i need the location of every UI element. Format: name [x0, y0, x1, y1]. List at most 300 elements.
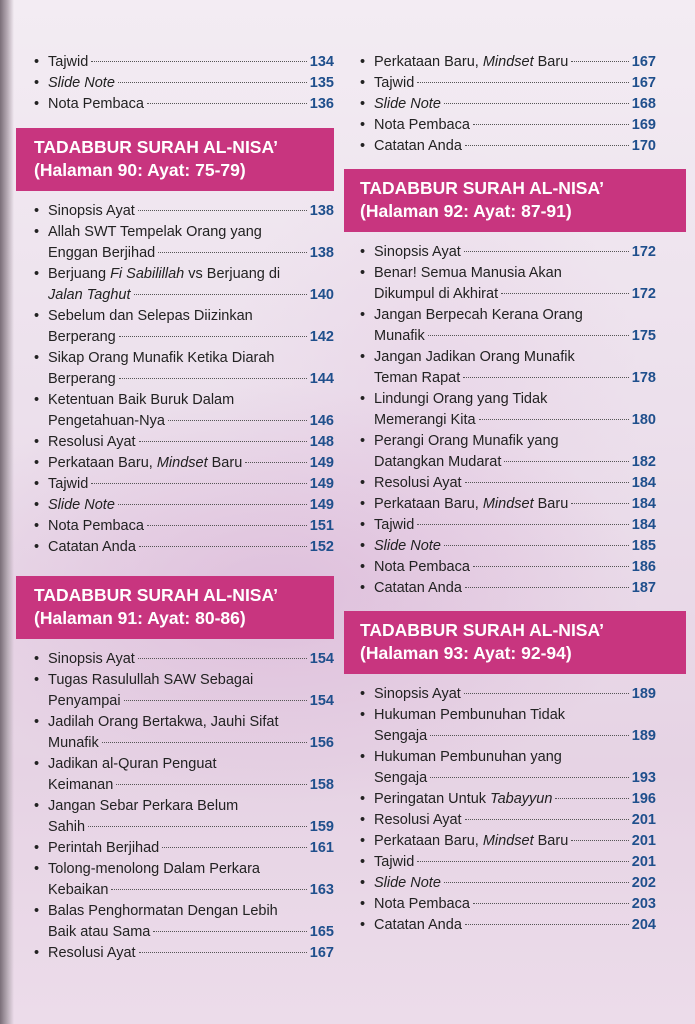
entry-title: [374, 915, 462, 936]
bullet-icon: •: [360, 496, 366, 512]
section-subtitle: (Halaman 91: Ayat: 80-86): [34, 608, 246, 628]
entry-text-segment: Keimanan: [48, 777, 114, 793]
bullet-icon: •: [34, 539, 40, 555]
entry-title: [48, 838, 159, 859]
entry-text-segment: Catatan Anda: [374, 580, 462, 596]
entry-title: [374, 326, 425, 347]
entry-text-segment: Berperang: [48, 371, 116, 387]
bullet-icon: •: [34, 903, 40, 919]
entry-first-line: [48, 754, 334, 775]
entry-text-segment: Tolong-menolong Dalam Perkara: [48, 861, 260, 877]
entry-text-segment: Tajwid: [374, 75, 415, 91]
toc-entry[interactable]: [360, 557, 656, 578]
page-number: 185: [631, 538, 656, 554]
page-number: 138: [309, 245, 334, 261]
bullet-icon: •: [34, 756, 40, 772]
entry-title: [48, 649, 135, 670]
toc-entry[interactable]: [34, 73, 334, 94]
entry-line: [374, 52, 656, 73]
entry-title: [48, 94, 144, 115]
page-number: 138: [309, 203, 334, 219]
entry-text-segment: Tajwid: [374, 517, 415, 533]
entry-line: [374, 726, 656, 747]
entry-line: [374, 326, 656, 347]
bullet-icon: •: [34, 203, 40, 219]
entry-title: [374, 536, 441, 557]
dot-leader: [102, 742, 307, 743]
toc-entry[interactable]: [34, 649, 334, 670]
entry-title: [48, 537, 136, 558]
dot-leader: [430, 777, 629, 778]
entry-line: [374, 452, 656, 473]
section-title: TADABBUR SURAH AL-NISA’: [34, 585, 279, 605]
entry-line: [48, 52, 334, 73]
entry-text-italic: Mindset: [156, 455, 208, 471]
dot-leader: [501, 293, 629, 294]
entry-text-segment: Resolusi Ayat: [48, 434, 136, 450]
bullet-icon: •: [34, 434, 40, 450]
entry-title: [48, 880, 108, 901]
dot-leader: [116, 784, 307, 785]
entry-line: [48, 516, 334, 537]
dot-leader: [463, 377, 629, 378]
dot-leader: [91, 61, 307, 62]
entry-text-segment: Nota Pembaca: [48, 518, 144, 534]
entry-line: [374, 115, 656, 136]
bullet-icon: •: [360, 875, 366, 891]
entry-text-segment: Teman Rapat: [374, 370, 461, 386]
dot-leader: [138, 210, 307, 211]
bullet-icon: •: [34, 497, 40, 513]
entry-first-line: [48, 901, 334, 922]
entry-title: [48, 733, 99, 754]
bullet-icon: •: [34, 714, 40, 730]
page-number: 134: [309, 54, 334, 70]
entry-line: [374, 368, 656, 389]
toc-entry[interactable]: [34, 390, 334, 432]
entry-title: [48, 775, 113, 796]
entry-text-segment: vs Berjuang di: [184, 266, 281, 282]
toc-entry[interactable]: [360, 347, 656, 389]
page-number: 204: [631, 917, 656, 933]
toc-entry[interactable]: [34, 474, 334, 495]
toc-entry[interactable]: [360, 705, 656, 747]
toc-entry[interactable]: [360, 873, 656, 894]
page-number: 169: [631, 117, 656, 133]
dot-leader: [555, 798, 628, 799]
entry-line: [48, 691, 334, 712]
entry-title: [48, 922, 150, 943]
entry-text-segment: Munafik: [374, 328, 425, 344]
page-number: 189: [631, 728, 656, 744]
dot-leader: [91, 483, 307, 484]
section-header-band: [16, 576, 334, 639]
dot-leader: [88, 826, 307, 827]
entry-line: [48, 775, 334, 796]
entry-text-segment: Tajwid: [48, 476, 89, 492]
page-number: 184: [631, 517, 656, 533]
page-number: 167: [631, 75, 656, 91]
entry-text-segment: Baru: [533, 54, 569, 70]
entry-title: [48, 201, 135, 222]
toc-entry[interactable]: [360, 747, 656, 789]
entry-text-segment: Balas Penghormatan Dengan Lebih: [48, 903, 278, 919]
entry-first-line: [374, 431, 656, 452]
page-number: 196: [631, 791, 656, 807]
bullet-icon: •: [360, 307, 366, 323]
entry-text-segment: Berperang: [48, 329, 116, 345]
toc-entry[interactable]: [360, 810, 656, 831]
dot-leader: [119, 378, 307, 379]
page-number: 189: [631, 686, 656, 702]
entry-title: [48, 817, 85, 838]
dot-leader: [473, 903, 629, 904]
page-number: 144: [309, 371, 334, 387]
bullet-icon: •: [360, 580, 366, 596]
page-number: 154: [309, 693, 334, 709]
toc-entry[interactable]: [34, 264, 334, 306]
toc-entry[interactable]: [360, 263, 656, 305]
entry-title: [374, 726, 427, 747]
entry-first-line: [48, 222, 334, 243]
entry-text-italic: Jalan Taghut: [48, 287, 131, 303]
page-number: 172: [631, 244, 656, 260]
entry-first-line: [48, 264, 334, 285]
entry-line: [48, 453, 334, 474]
bullet-icon: •: [360, 749, 366, 765]
page-number: 168: [631, 96, 656, 112]
entry-first-line: [374, 263, 656, 284]
entry-first-line: [374, 305, 656, 326]
toc-entry[interactable]: [34, 453, 334, 474]
bullet-icon: •: [34, 308, 40, 324]
entry-title: [48, 432, 136, 453]
entry-title: [374, 410, 476, 431]
toc-entry[interactable]: [360, 494, 656, 515]
section-subtitle: (Halaman 92: Ayat: 87-91): [360, 201, 572, 221]
entry-line: [374, 768, 656, 789]
dot-leader: [168, 420, 307, 421]
entry-text-segment: Baru: [207, 455, 243, 471]
page-number: 142: [309, 329, 334, 345]
toc-entry[interactable]: [360, 915, 656, 936]
bullet-icon: •: [34, 945, 40, 961]
entry-line: [48, 411, 334, 432]
page-number: 149: [309, 455, 334, 471]
dot-leader: [479, 419, 629, 420]
page-number: 184: [631, 496, 656, 512]
entry-title: [48, 327, 116, 348]
entry-title: [374, 557, 470, 578]
entry-title: [374, 852, 414, 873]
entry-line: [374, 789, 656, 810]
toc-entry[interactable]: [360, 515, 656, 536]
entry-text-segment: Sengaja: [374, 770, 428, 786]
toc-entry[interactable]: [34, 712, 334, 754]
entry-text-segment: Hukuman Pembunuhan Tidak: [374, 707, 566, 723]
page-number: 148: [309, 434, 334, 450]
entry-title: [374, 494, 568, 515]
entry-text-segment: Perkataan Baru,: [374, 496, 483, 512]
dot-leader: [571, 61, 629, 62]
entry-text-segment: Perintah Berjihad: [48, 840, 160, 856]
dot-leader: [430, 735, 629, 736]
toc-entry[interactable]: [34, 52, 334, 73]
toc-entry[interactable]: [360, 578, 656, 599]
entry-title: [48, 943, 136, 964]
entry-text-italic: Slide Note: [48, 75, 115, 91]
toc-entry[interactable]: [360, 136, 656, 157]
bullet-icon: •: [360, 517, 366, 533]
dot-leader: [417, 524, 629, 525]
entry-text-segment: Allah SWT Tempelak Orang yang: [48, 224, 262, 240]
entry-text-segment: Sinopsis Ayat: [374, 686, 461, 702]
entry-text-segment: Perkataan Baru,: [48, 455, 157, 471]
entry-title: [48, 369, 116, 390]
bullet-icon: •: [360, 433, 366, 449]
entry-title: [48, 495, 115, 516]
page-number: 202: [631, 875, 656, 891]
entry-title: [48, 516, 144, 537]
entry-line: [48, 201, 334, 222]
bullet-icon: •: [34, 350, 40, 366]
toc-entry[interactable]: [360, 536, 656, 557]
toc-entry[interactable]: [34, 901, 334, 943]
bullet-icon: •: [34, 455, 40, 471]
entry-text-segment: Jadikan al-Quran Penguat: [48, 756, 217, 772]
entry-text-segment: Resolusi Ayat: [374, 475, 462, 491]
entry-title: [48, 691, 121, 712]
section-subtitle: (Halaman 90: Ayat: 75-79): [34, 160, 246, 180]
dot-leader: [118, 82, 307, 83]
toc-entry[interactable]: [34, 94, 334, 115]
section-title: TADABBUR SURAH AL-NISA’: [360, 620, 605, 640]
entry-text-segment: Peringatan Untuk: [374, 791, 491, 807]
book-spine-shadow: [0, 0, 14, 1024]
entry-line: [48, 495, 334, 516]
page-number: 201: [631, 833, 656, 849]
toc-entry[interactable]: [360, 115, 656, 136]
entry-title: [374, 873, 441, 894]
dot-leader: [162, 847, 307, 848]
page-number: 175: [631, 328, 656, 344]
dot-leader: [147, 525, 307, 526]
entry-line: [48, 94, 334, 115]
entry-text-segment: Tajwid: [48, 54, 89, 70]
entry-line: [48, 922, 334, 943]
entry-text-segment: Nota Pembaca: [374, 559, 470, 575]
toc-entry[interactable]: [34, 537, 334, 558]
bullet-icon: •: [360, 896, 366, 912]
bullet-icon: •: [360, 707, 366, 723]
toc-entry[interactable]: [360, 894, 656, 915]
dot-leader: [571, 840, 629, 841]
toc-entry[interactable]: [34, 348, 334, 390]
toc-entry[interactable]: [360, 389, 656, 431]
entry-text-segment: Datangkan Mudarat: [374, 454, 502, 470]
page-number: 163: [309, 882, 334, 898]
dot-leader: [417, 82, 629, 83]
entry-text-segment: Enggan Berjihad: [48, 245, 156, 261]
bullet-icon: •: [34, 651, 40, 667]
entry-line: [48, 649, 334, 670]
bullet-icon: •: [34, 266, 40, 282]
dot-leader: [465, 819, 629, 820]
entry-line: [48, 733, 334, 754]
entry-text-segment: Hukuman Pembunuhan yang: [374, 749, 562, 765]
section-subtitle: (Halaman 93: Ayat: 92-94): [360, 643, 572, 663]
entry-text-segment: Sinopsis Ayat: [48, 203, 135, 219]
entry-text-segment: Penyampai: [48, 693, 121, 709]
entry-line: [48, 369, 334, 390]
toc-entry[interactable]: [34, 201, 334, 222]
entry-text-segment: Sengaja: [374, 728, 428, 744]
toc-entry[interactable]: [34, 222, 334, 264]
toc-right-column: [360, 52, 656, 936]
page-number: 165: [309, 924, 334, 940]
toc-entry[interactable]: [360, 684, 656, 705]
dot-leader: [465, 145, 629, 146]
entry-line: [48, 817, 334, 838]
bullet-icon: •: [360, 96, 366, 112]
toc-entry[interactable]: [34, 796, 334, 838]
entry-title: [374, 831, 568, 852]
dot-leader: [245, 462, 307, 463]
page-number: 149: [309, 497, 334, 513]
entry-line: [374, 242, 656, 263]
entry-text-segment: Jangan Berpecah Kerana Orang: [374, 307, 583, 323]
entry-text-segment: Catatan Anda: [374, 138, 462, 154]
bullet-icon: •: [34, 476, 40, 492]
bullet-icon: •: [34, 840, 40, 856]
section-header-band: [344, 169, 686, 232]
entry-text-segment: Sikap Orang Munafik Ketika Diarah: [48, 350, 275, 366]
entry-text-italic: Fi Sabilillah: [110, 266, 185, 282]
entry-title: [374, 768, 427, 789]
toc-entry[interactable]: [34, 516, 334, 537]
bullet-icon: •: [34, 96, 40, 112]
page-number: 136: [309, 96, 334, 112]
entry-title: [374, 52, 568, 73]
page-number: 201: [631, 812, 656, 828]
toc-entry[interactable]: [360, 831, 656, 852]
entry-line: [374, 284, 656, 305]
toc-entry[interactable]: [34, 859, 334, 901]
bullet-icon: •: [34, 798, 40, 814]
dot-leader: [417, 861, 629, 862]
dot-leader: [124, 700, 307, 701]
page-number: 161: [309, 840, 334, 856]
toc-entry[interactable]: [360, 94, 656, 115]
entry-text-segment: Lindungi Orang yang Tidak: [374, 391, 548, 407]
entry-title: [48, 474, 88, 495]
entry-line: [374, 831, 656, 852]
page-number: 146: [309, 413, 334, 429]
page-number: 201: [631, 854, 656, 870]
entry-line: [48, 243, 334, 264]
toc-entry[interactable]: [360, 305, 656, 347]
entry-text-segment: Kebaikan: [48, 882, 109, 898]
toc-entry[interactable]: [34, 495, 334, 516]
toc-entry[interactable]: [360, 789, 656, 810]
toc-entry[interactable]: [34, 432, 334, 453]
toc-entry[interactable]: [34, 838, 334, 859]
page-number: 151: [309, 518, 334, 534]
entry-line: [374, 73, 656, 94]
entry-text-segment: Baru: [533, 833, 569, 849]
entry-text-segment: Berjuang: [48, 266, 111, 282]
toc-entry[interactable]: [360, 431, 656, 473]
toc-entry[interactable]: [34, 306, 334, 348]
dot-leader: [473, 566, 629, 567]
toc-entry[interactable]: [34, 943, 334, 964]
entry-text-segment: Resolusi Ayat: [374, 812, 462, 828]
toc-left-column: [34, 52, 334, 964]
toc-entry[interactable]: [360, 52, 656, 73]
dot-leader: [504, 461, 628, 462]
toc-entry[interactable]: [360, 852, 656, 873]
entry-title: [48, 243, 155, 264]
entry-title: [374, 242, 461, 263]
dot-leader: [571, 503, 629, 504]
toc-entry[interactable]: [360, 242, 656, 263]
dot-leader: [473, 124, 629, 125]
page-number: 172: [631, 286, 656, 302]
dot-leader: [465, 482, 629, 483]
entry-first-line: [48, 306, 334, 327]
bullet-icon: •: [360, 854, 366, 870]
entry-first-line: [48, 712, 334, 733]
entry-text-italic: Tabayyun: [490, 791, 553, 807]
bullet-icon: •: [360, 265, 366, 281]
toc-entry[interactable]: [34, 754, 334, 796]
bullet-icon: •: [360, 833, 366, 849]
page-number: 184: [631, 475, 656, 491]
dot-leader: [139, 441, 307, 442]
entry-title: [374, 136, 462, 157]
toc-entry[interactable]: [360, 473, 656, 494]
dot-leader: [153, 931, 306, 932]
entry-line: [374, 684, 656, 705]
dot-leader: [464, 693, 629, 694]
entry-title: [374, 452, 501, 473]
toc-entry[interactable]: [34, 670, 334, 712]
page-number: 156: [309, 735, 334, 751]
dot-leader: [444, 103, 629, 104]
entry-text-segment: Jadilah Orang Bertakwa, Jauhi Sifat: [48, 714, 279, 730]
bullet-icon: •: [360, 917, 366, 933]
entry-title: [48, 411, 165, 432]
entry-text-italic: Mindset: [482, 496, 534, 512]
page-number: 154: [309, 651, 334, 667]
entry-text-segment: Sinopsis Ayat: [374, 244, 461, 260]
entry-title: [48, 52, 88, 73]
toc-entry[interactable]: [360, 73, 656, 94]
bullet-icon: •: [360, 686, 366, 702]
bullet-icon: •: [34, 54, 40, 70]
bullet-icon: •: [360, 349, 366, 365]
entry-text-segment: Baru: [533, 496, 569, 512]
page-number: 140: [309, 287, 334, 303]
entry-line: [374, 873, 656, 894]
entry-first-line: [374, 747, 656, 768]
bullet-icon: •: [34, 224, 40, 240]
entry-line: [48, 880, 334, 901]
entry-first-line: [374, 347, 656, 368]
entry-first-line: [48, 348, 334, 369]
entry-line: [48, 432, 334, 453]
dot-leader: [428, 335, 629, 336]
